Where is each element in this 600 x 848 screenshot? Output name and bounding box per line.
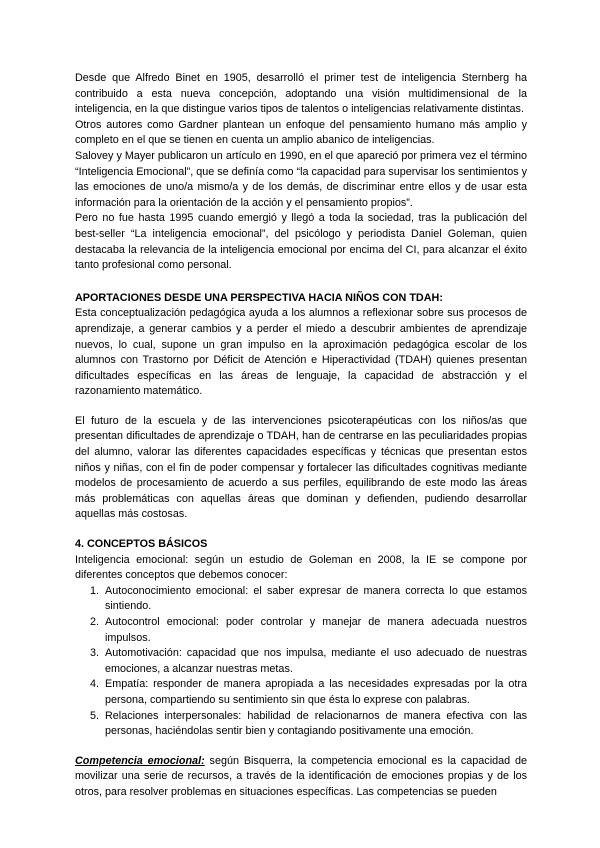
aportaciones-heading: APORTACIONES DESDE UNA PERSPECTIVA HACIA NIÑOS CON TDAH: <box>75 291 443 304</box>
list-item: 3. Automotivación: capacidad que nos impulsa, mediante el uso adecuado de nuestras emociones, a alcanzar nuestras metas. <box>102 646 527 677</box>
list-item: 5. Relaciones interpersonales: habilidad de relacionarnos de manera efectiva con las personas, haciéndolas sentir bien y contagiando positivamente una emoción. <box>102 709 527 740</box>
intro-paragraph-binet: Desde que Alfredo Binet en 1905, desarrolló el primer test de inteligencia Sternberg ha contribuido a esta nueva concepción, adoptando una visión multidimensional de la inteligencia, en la que distingue varios tipos de talentos o inteligencias relativamente distintas. <box>75 72 527 116</box>
aportaciones-paragraph-2: El futuro de la escuela y de las intervenciones psicoterapéuticas con los niños/as que presentan dificultades de aprendizaje o TDAH, han de centrarse en las peculiaridades propias del alumno, valorar las diferentes capacidades específicas y técnicas que presentan estos niños y niñas, con el fin de poder compensar y fortalecer las dificultades cognitivas mediante modelos de procesamiento de acuerdo a sus perfiles, equilibrando de este modo las áreas más problemáticas con aquellas áreas que dominan y defienden, pudiendo desarrollar aquellas más costosas. <box>75 414 527 521</box>
conceptos-intro: Inteligencia emocional: según un estudio de Goleman en 2008, la IE se compone por diferentes conceptos que debemos conocer: <box>75 553 527 582</box>
list-item: 2. Autocontrol emocional: poder controlar y manejar de manera adecuada nuestros impulsos. <box>102 615 527 646</box>
competencia-text: según Bisquerra, la competencia emocional es la capacidad de movilizar una serie de recursos, a través de la identificación de emociones propias y de los otros, para resolver problemas en situaciones específicas. Las competencias se pueden <box>75 754 528 798</box>
list-item: 4. Empatía: responder de manera apropiada a las necesidades expresadas por la otra persona, compartiendo su sentimiento sin que ésta lo exprese con palabras. <box>102 677 527 708</box>
spacer <box>75 274 527 291</box>
competencia-paragraph <box>75 754 527 801</box>
competencia-term: Competencia emocional: <box>75 754 205 767</box>
intro-paragraph-goleman: Pero no fue hasta 1995 cuando emergió y llegó a toda la sociedad, tras la publicación del best-seller “La inteligencia emocional”, del psicólogo y periodista Daniel Goleman, quien destacaba la relevancia de la inteligencia emocional por encima del CI, para alcanzar el éxito tanto profesional como personal. <box>75 212 527 272</box>
conceptos-heading: 4. CONCEPTOS BÁSICOS <box>75 538 208 551</box>
spacer <box>75 400 527 414</box>
intro-paragraph-salovey-mayer: Salovey y Mayer publicaron un artículo en 1990, en el que apareció por primera vez el término “Inteligencia Emocional”, que se definía como “la capacidad para supervisar los sentimientos y las emociones de uno/a mismo/a y de los demás, de discriminar entre ellos y de usar esta información para la orientación de la acción y el pensamiento propios”. <box>75 149 527 209</box>
conceptos-list <box>75 584 527 740</box>
list-item: 1. Autoconocimiento emocional: el saber expresar de manera correcta lo que estamos sintiendo. <box>102 584 527 615</box>
aportaciones-paragraph-1: Esta conceptualización pedagógica ayuda a los alumnos a reflexionar sobre sus procesos de aprendizaje, a generar cambios y a perder el miedo a descubrir ambientes de aprendizaje nuevos, lo cual, supone un gran impulso en la aproximación pedagógica escolar de los alumnos con Trastorno por Déficit de Atención e Hiperactividad (TDAH) quienes presentan dificultades específicas en las áreas de lenguaje, la capacidad de abstracción y el razonamiento matemático. <box>75 307 527 398</box>
intro-paragraph-gardner: Otros autores como Gardner plantean un enfoque del pensamiento humano más amplio y completo en el que se tienen en cuenta un amplio abanico de inteligencias. <box>75 118 527 147</box>
spacer <box>75 523 527 537</box>
document-page <box>75 71 527 801</box>
spacer <box>75 740 527 754</box>
